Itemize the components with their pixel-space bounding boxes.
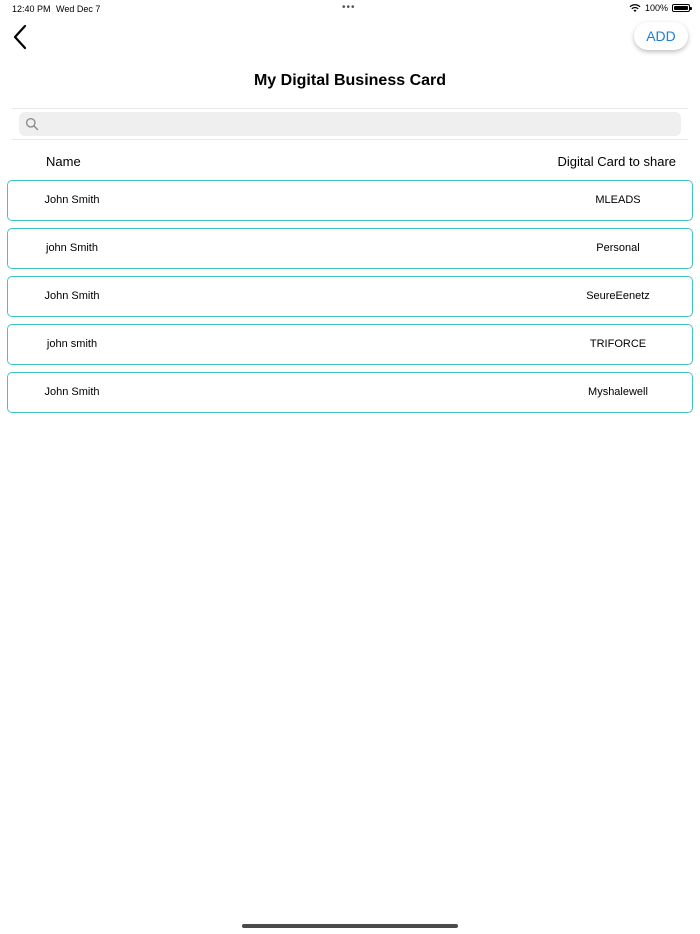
chevron-left-icon bbox=[12, 24, 28, 50]
card-row[interactable] bbox=[7, 372, 693, 413]
search-container bbox=[12, 108, 688, 140]
battery-percentage: 100% bbox=[644, 3, 668, 13]
search-input[interactable] bbox=[43, 113, 681, 135]
row-name: John Smith bbox=[44, 194, 100, 206]
row-name: John Smith bbox=[44, 290, 100, 302]
row-card: SeureEenetz bbox=[586, 290, 650, 302]
row-card: Myshalewell bbox=[588, 386, 648, 398]
column-header-card: Digital Card to share bbox=[557, 154, 676, 169]
status-bar bbox=[0, 0, 700, 18]
column-header-name: Name bbox=[46, 154, 81, 169]
row-card: MLEADS bbox=[595, 194, 641, 206]
multitasking-dots[interactable]: ••• bbox=[342, 2, 356, 13]
card-row[interactable] bbox=[7, 324, 693, 365]
home-indicator[interactable] bbox=[242, 924, 458, 928]
row-card: TRIFORCE bbox=[589, 338, 647, 350]
card-row[interactable] bbox=[7, 276, 693, 317]
status-right bbox=[629, 3, 690, 13]
search-icon bbox=[25, 117, 39, 131]
back-button[interactable] bbox=[6, 20, 34, 54]
row-name: John Smith bbox=[44, 386, 100, 398]
wifi-icon bbox=[629, 3, 641, 13]
row-name: john smith bbox=[46, 338, 98, 350]
status-time: 12:40 PM bbox=[12, 4, 51, 14]
add-button[interactable]: ADD bbox=[634, 22, 688, 50]
row-card: Personal bbox=[596, 242, 640, 254]
page-title: My Digital Business Card bbox=[253, 72, 447, 89]
row-name: john Smith bbox=[46, 242, 98, 254]
card-list bbox=[7, 180, 693, 420]
search-bar[interactable] bbox=[19, 112, 681, 136]
status-date: Wed Dec 7 bbox=[56, 4, 101, 14]
battery-icon bbox=[672, 4, 690, 12]
card-row[interactable] bbox=[7, 180, 693, 221]
card-row[interactable] bbox=[7, 228, 693, 269]
